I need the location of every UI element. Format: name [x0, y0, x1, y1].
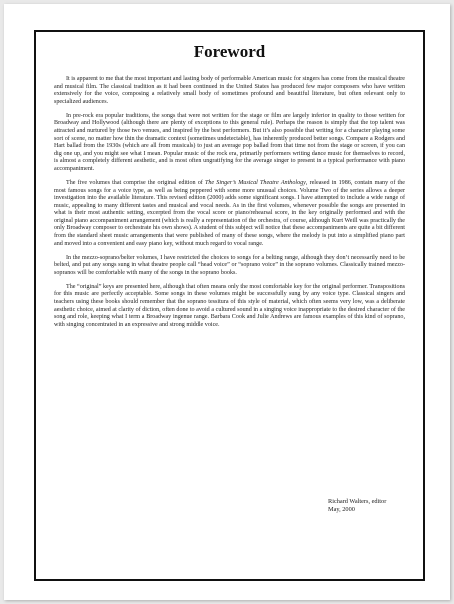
signature-name: Richard Walters, editor [328, 498, 387, 505]
book-title-italic: The Singer’s Musical Theatre Anthology [205, 179, 306, 186]
paragraph-1: It is apparent to me that the most important and lasting body of performable American music for singers has come from the musical theatre and musical film. The classical tradition as it had been continued in the United States has produced few major composers who have written extensively for the voice, composing a relatively small body of sometimes profound and beautiful literature, but often relevant only to specialized audiences. [54, 76, 405, 105]
page-border-frame [34, 30, 425, 581]
paragraph-5: The “original” keys are presented here, although that often means only the most comfortable key for the original performer. Transpositions for this music are perfectly acceptable. Some songs in these volumes might be successfully sung by any voice type. Classical singers and teachers using these books should remember that the soprano tessitura of this style of material, which often seems very low, was a deliberate aesthetic choice, aimed at clarity of diction, often done to avoid a cultured sound in a singing voice inappropriate to the desired character of the song and role, keeping what I term a Broadway ingenue range. Barbara Cook and Julie Andrews are famous examples of this kind of soprano, with singing concentrated in an expressive and strong middle voice. [54, 283, 405, 328]
paragraph-2: In pre-rock era popular traditions, the songs that were not written for the stage or film are largely inferior in quality to those written for Broadway and Hollywood (although there are plenty of exceptions to this general rule). Perhaps the reason is simply that the top talent was attracted and nurtured by those two venues, and inspired by the best performers. But it’s also possible that writing for a character playing some sort of scene, no matter how thin the dramatic context (sometimes undetectable), has inherently produced better songs. Compare a Rodgers and Hart ballad from the 1930s (which are all from musicals) to just an average pop ballad from that time not from the stage or screen, if you can dig one up, and you might see what I mean. Popular music of the rock era, primarily performers writing dance music for themselves to record, is almost a completely different aesthetic, and is most often ungratifying for the average singer to present in a typical performance with piano accompaniment. [54, 112, 405, 172]
signature-block [328, 498, 386, 514]
paragraph-3 [54, 180, 405, 248]
foreword-body [54, 76, 405, 336]
page-title: Foreword [193, 42, 266, 61]
paragraph-4: In the mezzo-soprano/belter volumes, I have restricted the choices to songs for a belting range, although they don’t necessarily need to be belted, and put any songs sung in what theatre people call “head voice” or “soprano voice” in the soprano volumes. Classically trained mezzo-sopranos will be comfortable with many of the songs in the soprano books. [54, 254, 405, 276]
paragraph-3-rest: , released in 1986, contain many of the most famous songs for a voice type, as well as being peppered with some more unusual choices. Volume Two of the series allows a deeper investigation into the available literature. This revised edition (2000) adds some significant songs. I have attempted to include a wide range of music, appealing to many different tastes and musical and vocal needs. As in the first volumes, whenever possible the songs are presented in what is their most authentic setting, excerpted from the vocal score or piano/rehearsal score, in the key originally performed and with the original piano accompaniment arrangement (which is really a representation of the orchestra, of course, although Kurt Weill was practically the only Broadway composer to orchestrate his own shows). A student of this subject will notice that these accompaniments are quite a bit different from the standard sheet music arrangements that were published of many of these songs, where the melody is put into a simplified piano part and moved into a convenient and easy piano key, without much regard to vocal range. [54, 179, 405, 247]
signature-date: May, 2000 [328, 506, 355, 513]
document-page [4, 4, 450, 600]
paragraph-3-lead: The five volumes that comprise the original edition of [66, 179, 205, 186]
